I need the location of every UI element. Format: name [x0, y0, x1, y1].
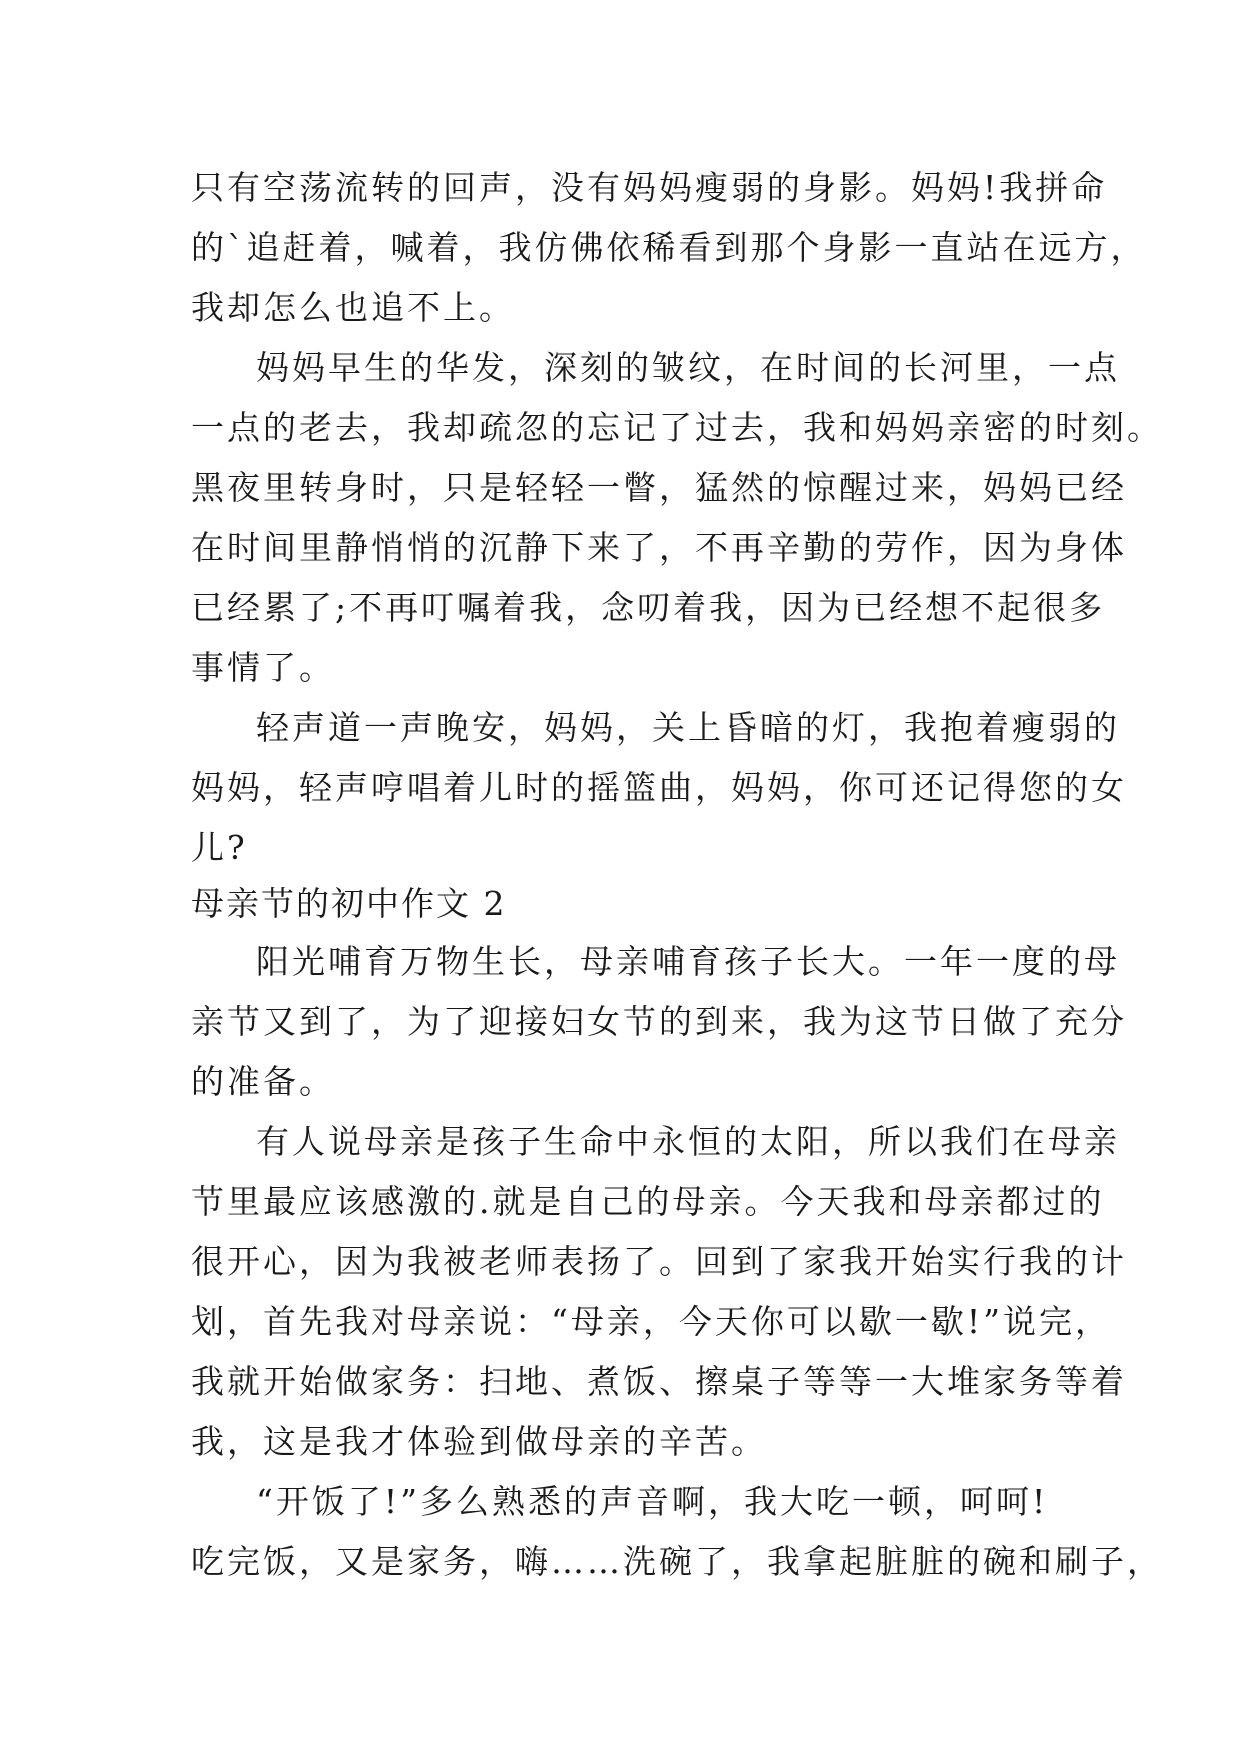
text-line: 吃完饭，又是家务，嗨……洗碗了，我拿起脏脏的碗和刷子，	[191, 1542, 1163, 1581]
paragraph-start-line: “开饭了!”多么熟悉的声音啊，我大吃一顿，呵呵!	[256, 1482, 1049, 1521]
paragraph-start-line: 有人说母亲是孩子生命中永恒的太阳，所以我们在母亲	[256, 1122, 1120, 1161]
text-line: 的`追赶着，喊着，我仿佛依稀看到那个身影一直站在远方，	[191, 228, 1147, 267]
text-line: 亲节又到了，为了迎接妇女节的到来，我为这节日做了充分	[191, 1002, 1127, 1041]
text-line: 只有空荡流转的回声，没有妈妈瘦弱的身影。妈妈!我拼命	[191, 168, 1108, 207]
text-line: 很开心，因为我被老师表扬了。回到了家我开始实行我的计	[191, 1242, 1127, 1281]
text-line: 已经累了;不再叮嘱着我，念叨着我，因为已经想不起很多	[191, 588, 1106, 627]
paragraph-start-line: 轻声道一声晚安，妈妈，关上昏暗的灯，我抱着瘦弱的	[256, 708, 1120, 747]
text-line: 一点的老去，我却疏忽的忘记了过去，我和妈妈亲密的时刻。	[191, 408, 1163, 447]
text-line: 的准备。	[191, 1062, 335, 1101]
text-line: 儿?	[191, 828, 248, 867]
text-line: 事情了。	[191, 648, 335, 687]
paragraph-start-line: 妈妈早生的华发，深刻的皱纹，在时间的长河里，一点	[256, 348, 1120, 387]
text-line: 妈妈，轻声哼唱着儿时的摇篮曲，妈妈，你可还记得您的女	[191, 768, 1127, 807]
text-line: 我却怎么也追不上。	[191, 288, 515, 327]
text-line: 我，这是我才体验到做母亲的辛苦。	[191, 1422, 767, 1461]
paragraph-start-line: 阳光哺育万物生长，母亲哺育孩子长大。一年一度的母	[256, 942, 1120, 981]
text-line: 在时间里静悄悄的沉静下来了，不再辛勤的劳作，因为身体	[191, 528, 1127, 567]
section-heading: 母亲节的初中作文 2	[191, 884, 507, 923]
text-line: 节里最应该感激的.就是自己的母亲。今天我和母亲都过的	[191, 1182, 1105, 1221]
text-line: 黑夜里转身时，只是轻轻一瞥，猛然的惊醒过来，妈妈已经	[191, 468, 1127, 507]
text-line: 我就开始做家务：扫地、煮饭、擦桌子等等一大堆家务等着	[191, 1362, 1127, 1401]
text-line: 划，首先我对母亲说：“母亲，今天你可以歇一歇!”说完，	[191, 1302, 1112, 1341]
